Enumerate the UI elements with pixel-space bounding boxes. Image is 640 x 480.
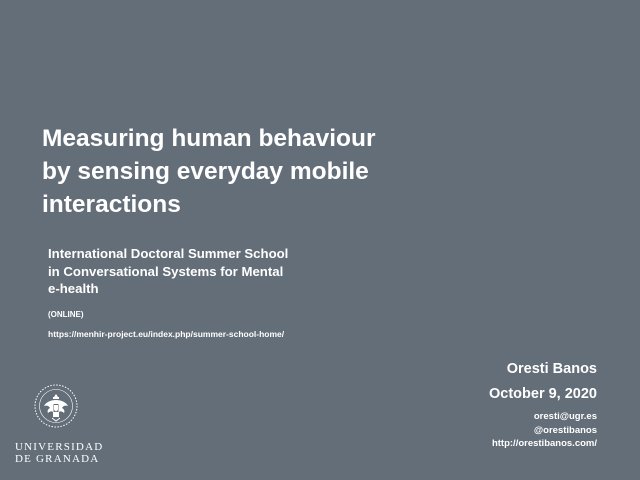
title-line: interactions	[42, 191, 181, 218]
slide-title	[42, 122, 462, 221]
title-line: Measuring human behaviour	[42, 125, 376, 152]
event-url-link[interactable]: https://menhir-project.eu/index.php/summer-school-home/	[48, 329, 285, 339]
email-link[interactable]: oresti@ugr.es	[533, 411, 597, 422]
subtitle-line: International Doctoral Summer School	[48, 246, 289, 261]
title-line: by sensing everyday mobile	[42, 158, 369, 185]
presentation-date: October 9, 2020	[489, 386, 597, 402]
logo-line: UNIVERSIDAD	[15, 441, 104, 453]
university-seal-icon	[33, 383, 79, 429]
university-logo-text	[15, 441, 103, 465]
author-name: Oresti Banos	[506, 361, 597, 377]
event-mode-label: (ONLINE)	[48, 310, 84, 319]
subtitle-line: e-health	[48, 281, 99, 296]
twitter-handle[interactable]: @orestibanos	[533, 424, 597, 436]
slide-subtitle	[48, 245, 348, 298]
contact-info	[492, 410, 597, 451]
website-link[interactable]: http://orestibanos.com/	[491, 438, 597, 449]
subtitle-line: in Conversational Systems for Mental	[48, 263, 284, 279]
logo-line: DE GRANADA	[15, 453, 100, 465]
